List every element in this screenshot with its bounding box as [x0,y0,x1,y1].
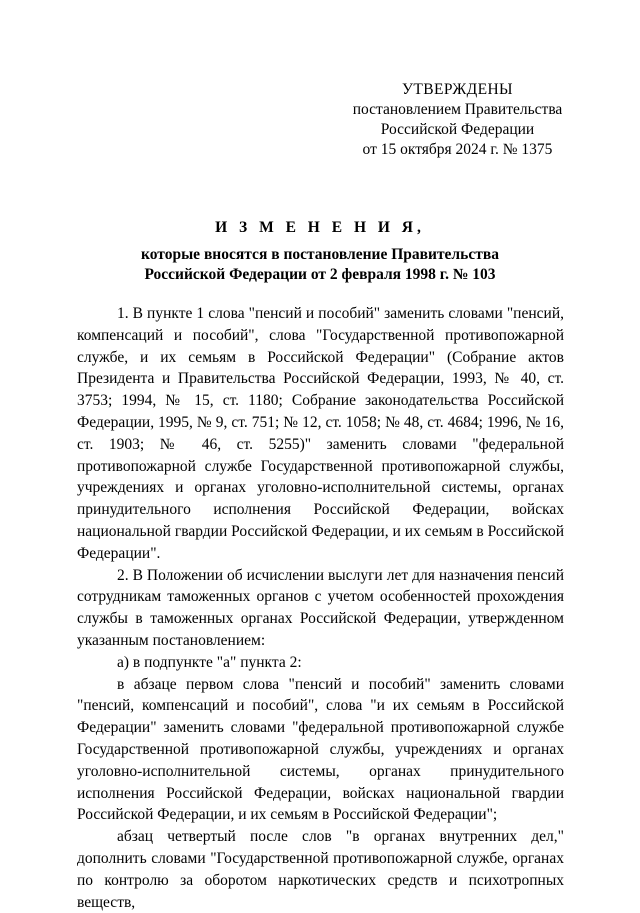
paragraph: абзац четвертый после слов "в органах внутренних дел," дополнить словами "Государственной противопожарной службе, органах по контролю за оборотом наркотических средств и психотропных веществ, [77,828,564,911]
approval-heading: УТВЕРЖДЕНЫ [402,81,513,98]
title-subtitle-line-1: которые вносятся в постановление Правительства [141,246,499,263]
approval-line-2: Российской Федерации [380,121,535,138]
paragraph: а) в подпункте "а" пункта 2: [117,653,302,671]
title-main: И З М Е Н Е Н И Я, [215,219,425,236]
document-body [77,303,564,913]
paragraph: 1. В пункте 1 слова "пенсий и пособий" заменить словами "пенсий, компенсаций и пособий", слова "Государственной противопожарной службе, и их семьям в Российской Федерации" (Собрание актов Президента и Правительства Российской Федерации, 1993, № 40, ст. 3753; 1994, № 15, ст. 1180; Собрание законодательства Российской Федерации, 1995, № 9, ст. 751; № 12, ст. 1058; № 48, ст. 4684; 1996, № 16, ст. 1903; № 46, ст. 5255)" заменить словами "федеральной противопожарной службе Государственной противопожарной службы, учреждениях и органах уголовно-исполнительной системы, органах принудительного исполнения Российской Федерации, войсках национальной гвардии Российской Федерации, и их семьям в Российской Федерации". [77,305,564,562]
approval-stamp [330,80,585,160]
paragraph: в абзаце первом слова "пенсий и пособий" заменить словами "пенсий, компенсаций и пособий", слова "и их семьям в Российской Федерации" заменить словами "федеральной противопожарной службе Государственной противопожарной службы, учреждениях и органах уголовно-исполнительной системы, органах принудительного исполнения Российской Федерации, войсках национальной гвардии Российской Федерации, и их семьям в Российской Федерации"; [77,675,564,824]
approval-line-3: от 15 октября 2024 г. № 1375 [362,141,553,158]
paragraph: 2. В Положении об исчислении выслуги лет для назначения пенсий сотрудникам таможенных органов с учетом особенностей прохождения службы в таможенных органах Российской Федерации, утвержденном указанным постановлением: [77,566,564,649]
title-subtitle-line-2: Российской Федерации от 2 февраля 1998 г. № 103 [144,266,496,283]
document-title [60,218,580,285]
approval-line-1: постановлением Правительства [352,101,563,118]
